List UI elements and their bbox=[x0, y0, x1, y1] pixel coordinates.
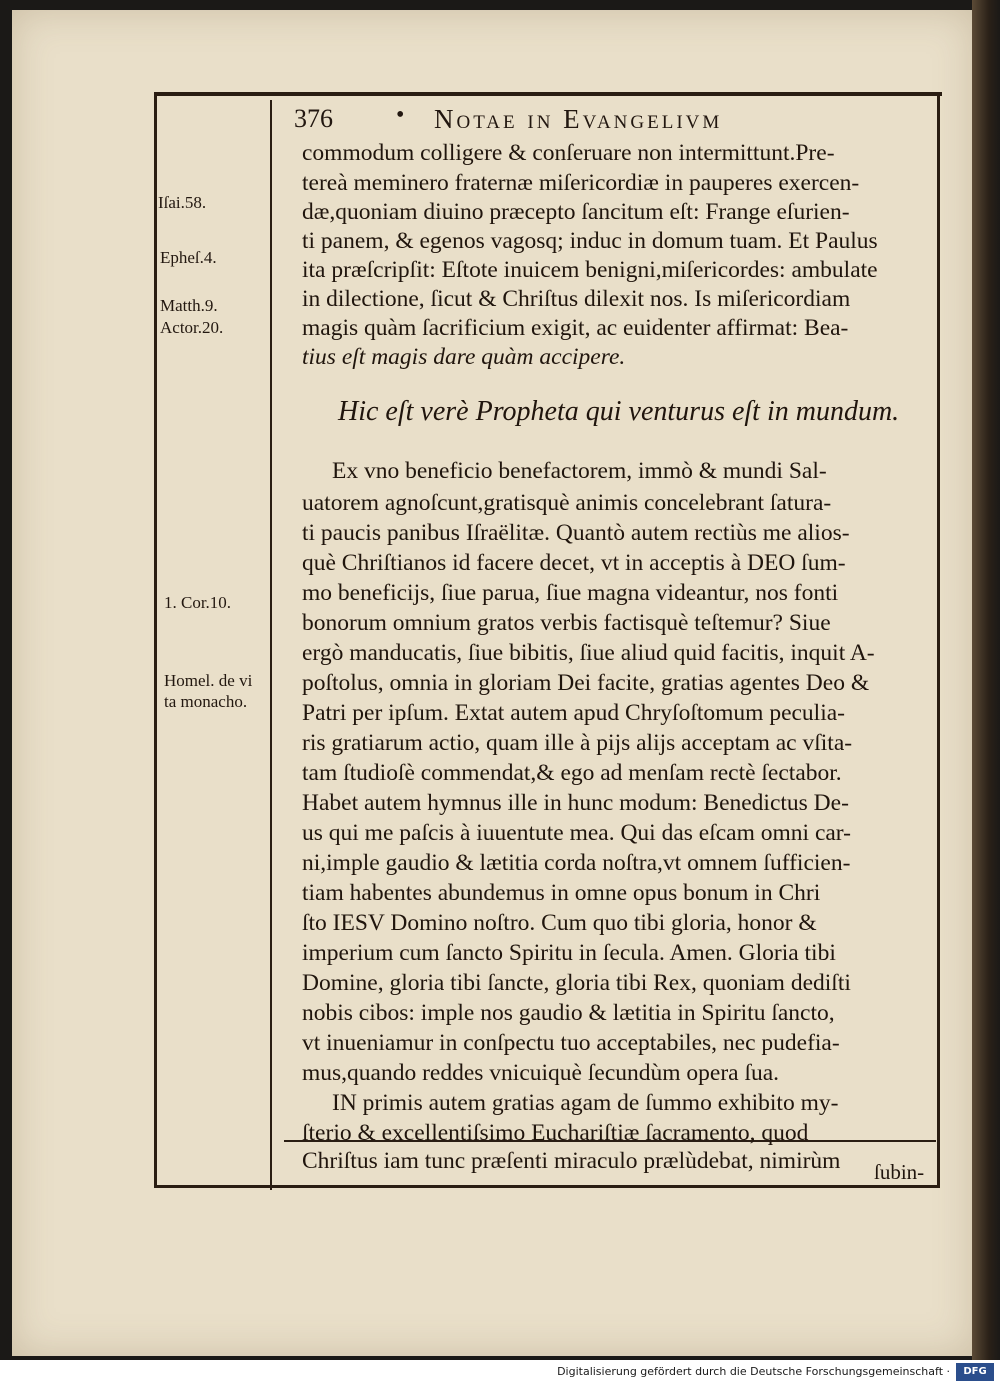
text-line: Domine, gloria tibi ſancte, gloria tibi Rex, quoniam dediſti bbox=[302, 970, 851, 996]
page-edge bbox=[972, 0, 1000, 1360]
text-line: uatorem agnoſcunt,gratisquè animis concelebrant ſatura- bbox=[302, 490, 832, 516]
text-line: ſto IESV Domino noſtro. Cum quo tibi gloria, honor & bbox=[302, 910, 817, 936]
text-line: mo beneficijs, ſiue parua, ſiue magna videantur, nos fonti bbox=[302, 580, 839, 606]
dfg-logo: DFG bbox=[956, 1363, 994, 1381]
text-line: què Chriſtianos id facere decet, vt in acceptis à DEO ſum- bbox=[302, 550, 846, 576]
column-divider-rule bbox=[270, 100, 272, 1190]
text-line: ergò manducatis, ſiue bibitis, ſiue aliud quid facitis, inquit A- bbox=[302, 640, 875, 666]
catchword: ſubin- bbox=[874, 1160, 925, 1184]
page-header bbox=[284, 102, 944, 136]
text-line: bonorum omnium gratos verbis factisquè teſtemur? Siue bbox=[302, 610, 831, 636]
section-heading: Hic eſt verè Propheta qui venturus eſt in mundum. bbox=[338, 396, 900, 427]
text-line: dæ,quoniam diuino præcepto ſancitum eſt: Frange eſurien- bbox=[302, 199, 850, 225]
text-line: ita præſcripſit: Eſtote inuicem benigni,miſericordes: ambulate bbox=[302, 257, 878, 283]
text-line: mus,quando reddes vnicuiquè ſecundùm opera ſua. bbox=[302, 1060, 780, 1086]
digitization-footer bbox=[0, 1360, 1000, 1385]
text-line: nobis cibos: imple nos gaudio & lætitia in Spiritu ſancto, bbox=[302, 1000, 835, 1026]
margin-note: ta monacho. bbox=[164, 692, 248, 711]
text-line: magis quàm ſacrificium exigit, ac euidenter affirmat: Bea- bbox=[302, 315, 849, 341]
text-line: imperium cum ſancto Spiritu in ſecula. Amen. Gloria tibi bbox=[302, 940, 836, 966]
book-page bbox=[12, 10, 974, 1356]
footer-credit: Digitalisierung gefördert durch die Deutsche Forschungsgemeinschaft · bbox=[557, 1365, 950, 1378]
margin-note: Iſai.58. bbox=[158, 193, 207, 212]
text-line: ti paucis panibus Iſraëlitæ. Quantò autem rectiùs me alios- bbox=[302, 520, 850, 546]
margin-note: 1. Cor.10. bbox=[164, 593, 232, 612]
margin-note: Homel. de vi bbox=[164, 671, 253, 690]
text-line: tereà meminero fraternæ miſericordiæ in pauperes exercen- bbox=[302, 170, 860, 196]
text-line: tiam habentes abundemus in omne opus bonum in Chri bbox=[302, 880, 821, 906]
text-line: commodum colligere & conſeruare non intermittunt.Pre- bbox=[302, 140, 835, 166]
right-frame-rule bbox=[937, 92, 940, 1188]
margin-note: Epheſ.4. bbox=[160, 248, 217, 267]
left-frame-rule bbox=[154, 92, 157, 1188]
text-line: ſterio & excellentiſsimo Euchariſtiæ ſacramento, quod bbox=[302, 1120, 809, 1146]
text-line: ti panem, & egenos vagosq; induc in domum tuam. Et Paulus bbox=[302, 228, 878, 254]
text-line: IN primis autem gratias agam de ſummo exhibito my- bbox=[332, 1090, 839, 1116]
text-line: Patri per ipſum. Extat autem apud Chryſoſtomum peculia- bbox=[302, 700, 845, 726]
text-line: Chriſtus iam tunc præſenti miraculo prælùdebat, nimirùm bbox=[302, 1148, 841, 1174]
margin-note: Actor.20. bbox=[160, 318, 224, 337]
text-line: Habet autem hymnus ille in hunc modum: Benedictus De- bbox=[302, 790, 849, 816]
bottom-rule bbox=[154, 1185, 940, 1188]
text-line: tius eſt magis dare quàm accipere. bbox=[302, 344, 626, 370]
text-line: us qui me paſcis à iuuentute mea. Qui das eſcam omni car- bbox=[302, 820, 851, 846]
text-line: in dilectione, ſicut & Chriſtus dilexit nos. Is miſericordiam bbox=[302, 286, 851, 312]
page-number: 376 bbox=[294, 104, 333, 133]
text-line: Ex vno beneficio benefactorem, immò & mundi Sal- bbox=[332, 458, 827, 484]
text-line: ris gratiarum actio, quam ille à pijs alijs acceptam ac vſita- bbox=[302, 730, 853, 756]
text-line: vt inueniamur in conſpectu tuo acceptabiles, nec pudefia- bbox=[302, 1030, 840, 1056]
text-line: tam ſtudioſè commendat,& ego ad menſam rectè ſectabor. bbox=[302, 760, 842, 786]
text-line: poſtolus, omnia in gloriam Dei facite, gratias agentes Deo & bbox=[302, 670, 870, 696]
text-line: ni,imple gaudio & lætitia corda noſtra,vt omnem ſufficien- bbox=[302, 850, 851, 876]
margin-note: Matth.9. bbox=[160, 296, 218, 315]
top-rule bbox=[154, 92, 942, 96]
header-separator: • bbox=[396, 102, 405, 128]
running-head: Notae in Evangelivm bbox=[434, 104, 723, 134]
